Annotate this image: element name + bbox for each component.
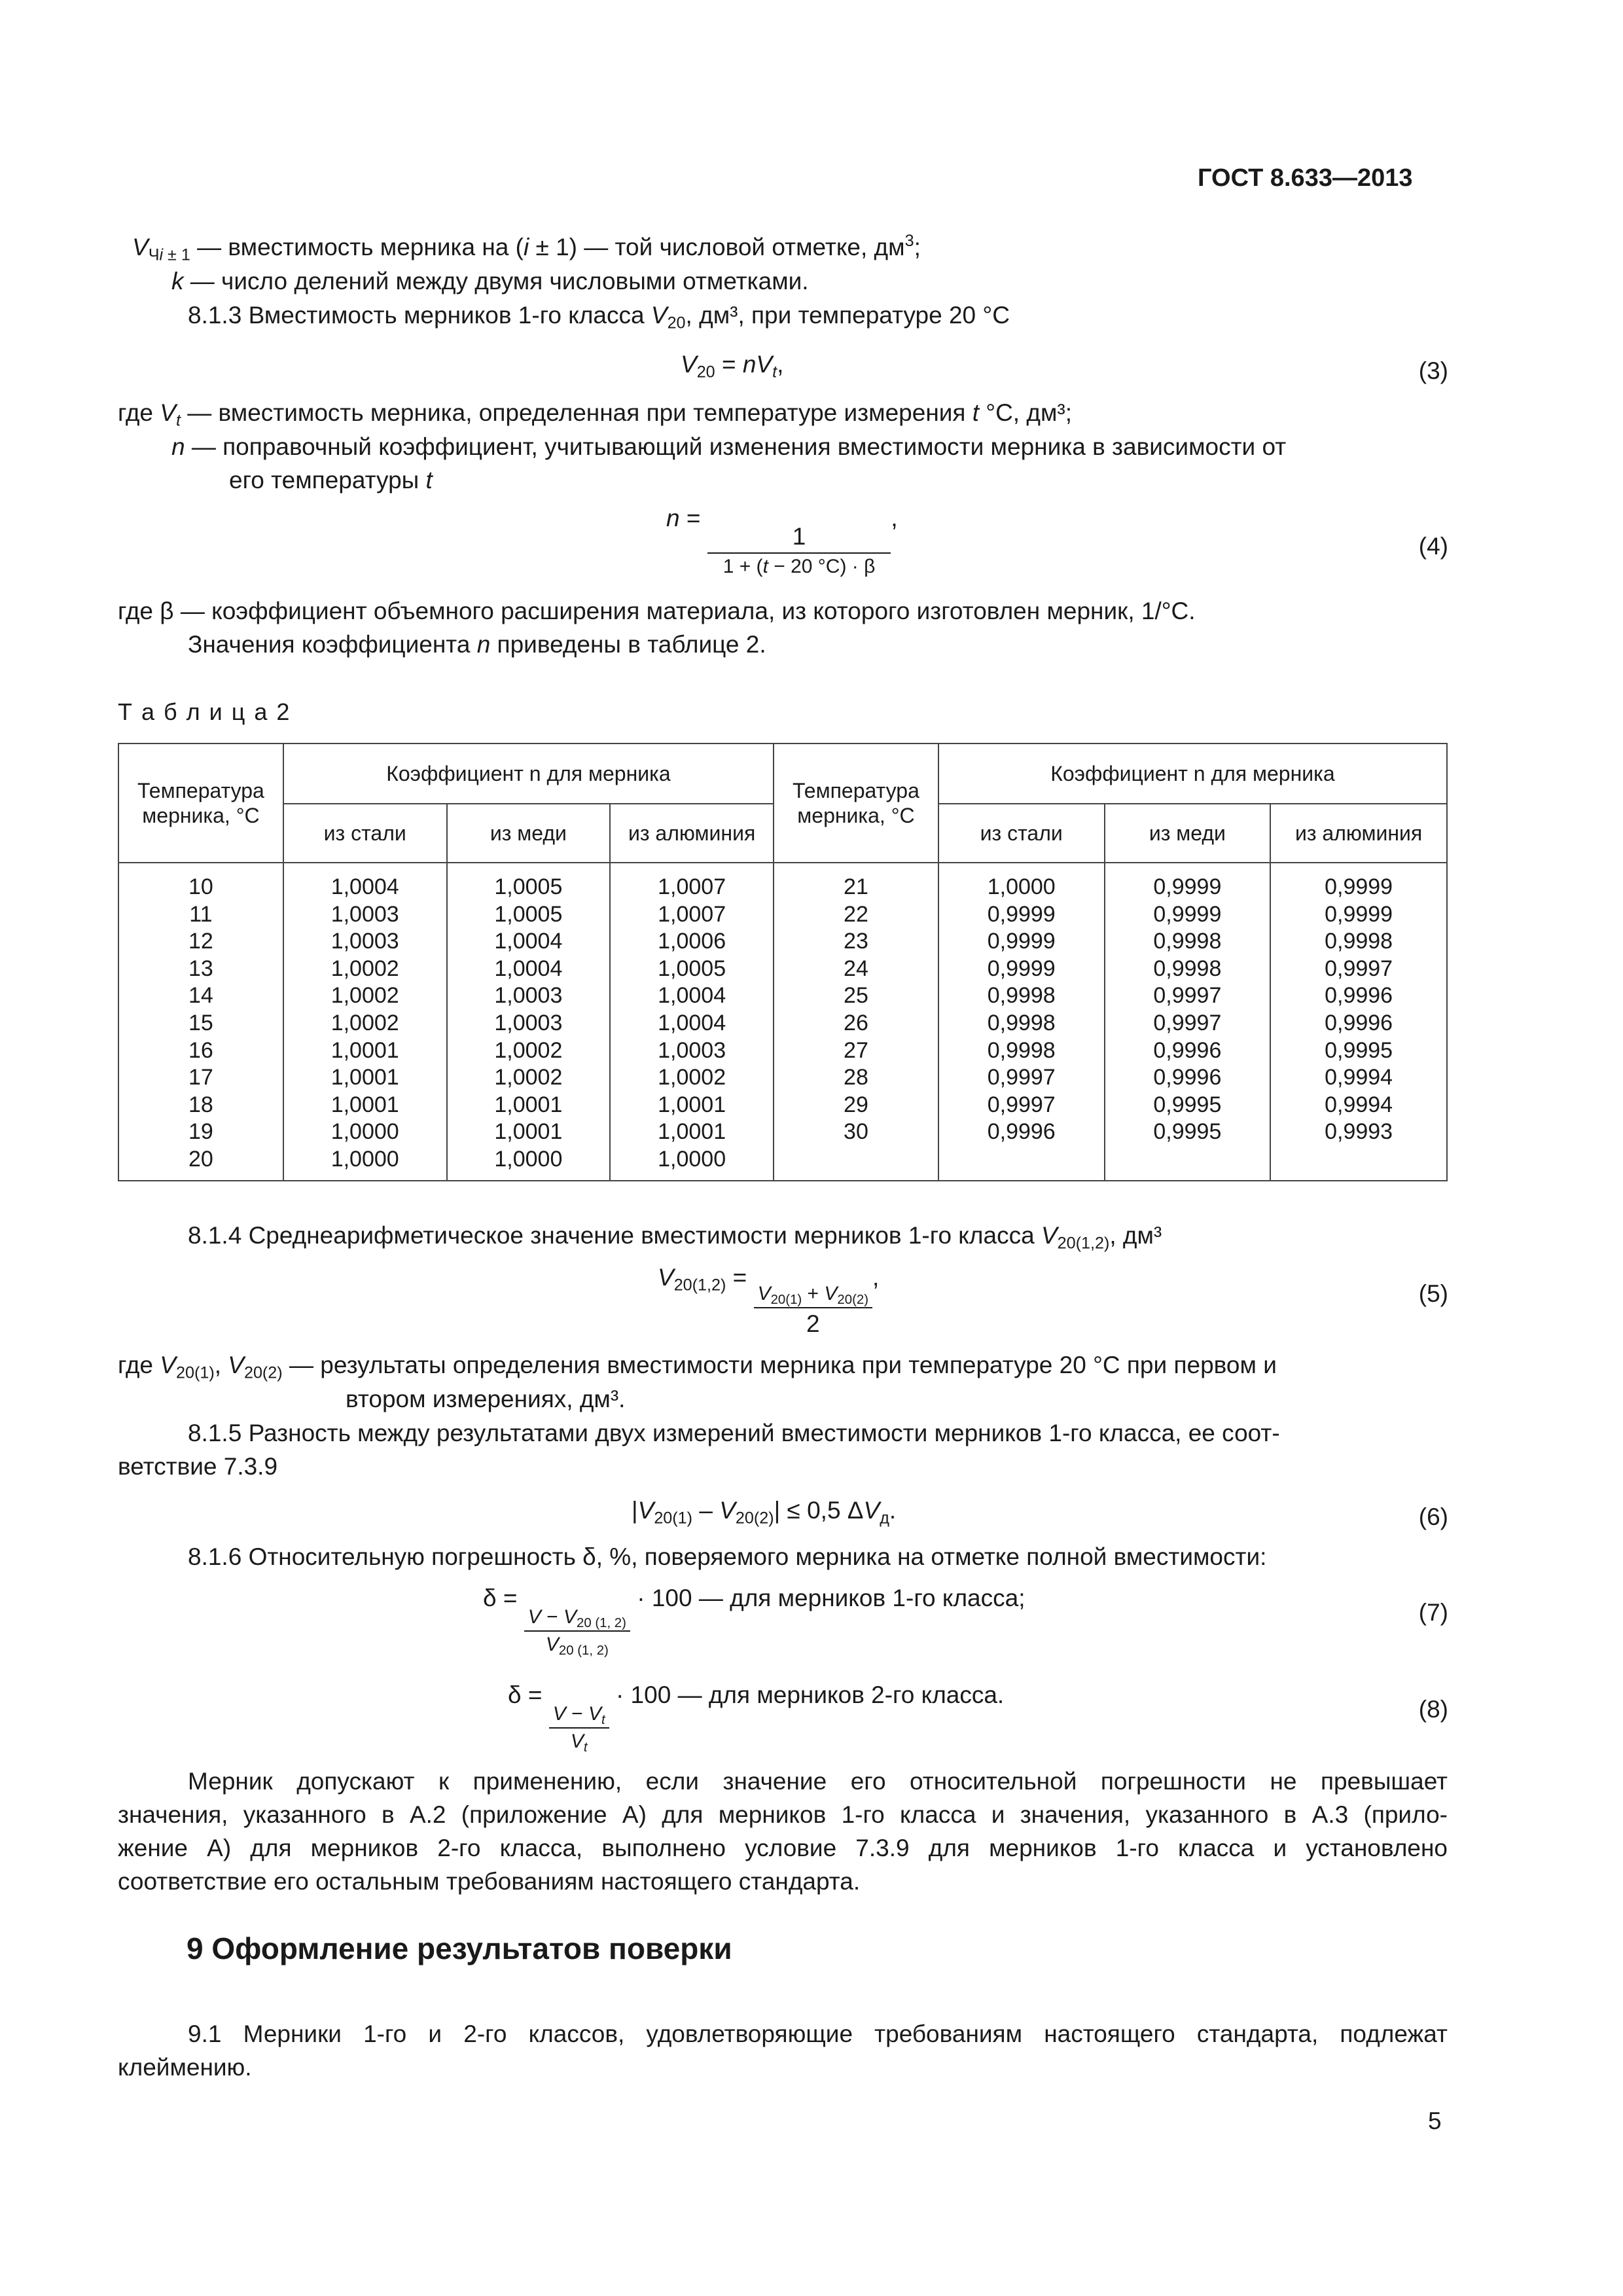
- def-v-text: — вместимость мерника на (: [197, 234, 524, 260]
- equation-6-number: (6): [1418, 1503, 1448, 1530]
- table-cell: 28: [844, 1065, 868, 1090]
- def-v-tail: ± 1) — той числовой отметке, дм: [529, 234, 905, 260]
- table-cell: 0,9999: [1325, 901, 1393, 927]
- sec-814-tail: , дм³: [1109, 1222, 1162, 1249]
- table-cell: 0,9997: [1325, 956, 1393, 981]
- table-cell: 17: [188, 1065, 213, 1090]
- col-al-left: [610, 863, 774, 1181]
- eq7-tail: · 100 — для мерников 1-го класса;: [630, 1585, 1026, 1611]
- table-cell: 1,0002: [658, 1065, 726, 1090]
- table-cell: 1,0000: [987, 874, 1056, 899]
- table-cell: 1,0000: [494, 1146, 563, 1172]
- header-coef-left-text: Коэффициент n для мерника: [386, 761, 671, 785]
- sec-814-text: 8.1.4 Среднеарифметическое значение вместимости мерников 1-го класса: [188, 1222, 1041, 1249]
- k-symbol: k: [171, 268, 184, 295]
- table-cell: 1,0004: [494, 929, 563, 954]
- table-cell: 11: [189, 901, 213, 927]
- table-cell: 0,9995: [1153, 1092, 1222, 1117]
- def-vt-text: — вместимость мерника, определенная при температуре измерения: [180, 399, 972, 426]
- table-cell: 0,9998: [987, 1010, 1056, 1035]
- table-cell: 0,9998: [987, 1037, 1056, 1063]
- table-cell: 1,0001: [330, 1065, 399, 1090]
- header-copper-right: из меди: [1105, 804, 1271, 863]
- sec-813-text: 8.1.3 Вместимость мерников 1-го класса: [188, 302, 651, 329]
- table-cell: 0,9999: [1153, 901, 1222, 927]
- table-cell: 0,9996: [1325, 983, 1393, 1009]
- table-cell: 14: [188, 983, 213, 1009]
- table-cell: 1,0006: [658, 929, 726, 954]
- equation-7-number: (7): [1418, 1599, 1448, 1626]
- p91-line-2: клеймению.: [118, 2054, 252, 2081]
- table-cell: 26: [844, 1010, 868, 1035]
- table-cell: 0,9996: [1153, 1037, 1222, 1063]
- col-copper-right: [1105, 863, 1271, 1181]
- table-cell: 1,0004: [330, 874, 399, 899]
- table-cell: 1,0002: [494, 1065, 563, 1090]
- equation-5-number: (5): [1418, 1280, 1448, 1307]
- table-cell: 0,9999: [987, 901, 1056, 927]
- header-coef-left: [283, 744, 774, 804]
- p91-line-1: 9.1 Мерники 1-го и 2-го классов, удовлетворяющие требованиям настоящего стандарта, подлежат: [188, 2020, 1448, 2047]
- document-id: ГОСТ 8.633—2013: [1198, 164, 1413, 192]
- table-cell: 1,0003: [494, 983, 563, 1009]
- table-cell: 1,0005: [494, 901, 563, 927]
- table-cell: 22: [844, 901, 868, 927]
- table-cell: 0,9994: [1325, 1065, 1393, 1090]
- sec-814-line: 8.1.4 Среднеарифметическое значение вместимости мерников 1-го класса $V_{20(1,2)}$, дм³: [188, 1222, 1162, 1253]
- table-cell: 1,0001: [330, 1037, 399, 1063]
- def-n-line: n — поправочный коэффициент, учитывающий изменения вместимости мерника в зависимости от: [171, 433, 1287, 460]
- def-v20-text: — результаты определения вместимости мерника при температуре 20 °С при первом и: [282, 1352, 1277, 1378]
- table-cell: 16: [188, 1037, 213, 1063]
- table-cell: 1,0003: [330, 901, 399, 927]
- table-cell: 24: [844, 956, 868, 981]
- n-values-text: Значения коэффициента: [188, 631, 477, 658]
- table-cell: 0,9997: [987, 1065, 1056, 1090]
- col-copper-left: [447, 863, 611, 1181]
- header-temp-right-text: Температура мерника, °С: [793, 778, 919, 827]
- def-v20-line: где $V_{20(1)}$, $V_{20(2)}$ — результаты определения вместимости мерника при температуре 20 °С при первом и: [118, 1352, 1277, 1382]
- table-cell: 1,0004: [494, 956, 563, 981]
- page-number: 5: [1428, 2108, 1442, 2134]
- def-n-text: — поправочный коэффициент, учитывающий изменения вместимости мерника в зависимости от: [185, 433, 1287, 460]
- table-cell: 1,0001: [330, 1092, 399, 1117]
- table-cell: 0,9998: [987, 983, 1056, 1009]
- table-cell: 1,0000: [330, 1119, 399, 1145]
- table-cell: 1,0000: [658, 1146, 726, 1172]
- table-cell: 0,9994: [1325, 1092, 1393, 1117]
- table-cell: 20: [188, 1146, 213, 1172]
- table-cell: 0,9997: [987, 1092, 1056, 1117]
- col-temp-left: [118, 863, 283, 1181]
- table-cell: 18: [188, 1092, 213, 1117]
- sec-816-line: 8.1.6 Относительную погрешность δ, %, поверяемого мерника на отметке полной вместимости:: [188, 1543, 1267, 1570]
- table-cell: 1,0001: [658, 1092, 726, 1117]
- n-values-tail: приведены в таблице 2.: [490, 631, 766, 658]
- def-v-i: i: [523, 234, 529, 260]
- def-k-line: [171, 267, 809, 296]
- table-cell: 0,9995: [1325, 1037, 1393, 1063]
- table-cell: 1,0005: [494, 874, 563, 899]
- table-cell: 1,0001: [494, 1092, 563, 1117]
- table-cell: 1,0004: [658, 983, 726, 1009]
- table-cell: 0,9998: [1153, 929, 1222, 954]
- header-steel-right: из стали: [938, 804, 1105, 863]
- table-caption: Т а б л и ц а 2: [118, 698, 291, 725]
- header-copper-left: из меди: [447, 804, 611, 863]
- sec-813-tail: , дм³, при температуре 20 °С: [685, 302, 1010, 329]
- header-al-left: из алюминия: [610, 804, 774, 863]
- table-cell: 15: [188, 1010, 213, 1035]
- table-cell: 1,0002: [494, 1037, 563, 1063]
- table-cell: 1,0005: [658, 956, 726, 981]
- table-cell: 0,9999: [987, 956, 1056, 981]
- table-cell: 1,0002: [330, 956, 399, 981]
- table-cell: 0,9998: [1325, 929, 1393, 954]
- header-temp-left-text: Температура мерника, °С: [137, 778, 264, 827]
- table-cell: 1,0001: [494, 1119, 563, 1145]
- equation-3: $V_{20} = nV_t$,: [681, 351, 784, 382]
- equation-3-number: (3): [1418, 357, 1448, 384]
- table-cell: 25: [844, 983, 868, 1009]
- equation-7: δ = $\frac{V - V_{20 (1, 2)}}{V_{20 (1, 2)}}$ · 100 — для мерников 1-го класса;: [483, 1585, 1026, 1659]
- def-n-line-2: его температуры t: [229, 467, 433, 493]
- table-cell: 21: [844, 874, 868, 899]
- sec-813-line: 8.1.3 Вместимость мерников 1-го класса $V_{20}$, дм³, при температуре 20 °С: [188, 302, 1010, 332]
- def-vt-tail: °С, дм³;: [979, 399, 1072, 426]
- col-steel-right: [938, 863, 1105, 1181]
- equation-4: n = $\frac{1}{1 + (t - 20 ^\circ C) \cdot \beta}$ ,: [666, 505, 898, 578]
- table-cell: 27: [844, 1037, 868, 1063]
- header-steel-left: из стали: [283, 804, 447, 863]
- def-k-text: — число делений между двумя числовыми отметками.: [190, 268, 809, 295]
- equation-8-number: (8): [1418, 1696, 1448, 1723]
- eq8-tail: · 100 — для мерников 2-го класса.: [609, 1681, 1005, 1708]
- table-cell: 1,0001: [658, 1119, 726, 1145]
- table-cell: 1,0003: [658, 1037, 726, 1063]
- table-cell: 29: [844, 1092, 868, 1117]
- table-cell: 0,9995: [1153, 1119, 1222, 1145]
- equation-8: δ = $\frac{V - V_t}{V_t}$ · 100 — для мерников 2-го класса.: [508, 1681, 1005, 1755]
- equation-6: $|V_{20(1)} - V_{20(2)}| \le 0,5$ $\Delta V_д$.: [632, 1497, 897, 1528]
- table-cell: 13: [188, 956, 213, 981]
- admission-line-2: значения, указанного в А.2 (приложение А) для мерников 1-го класса и значения, указанного в А.3 (прило-: [118, 1801, 1448, 1828]
- table-cell: 1,0007: [658, 874, 726, 899]
- def-beta-line: где β — коэффициент объемного расширения материала, из которого изготовлен мерник, 1/°С.: [118, 598, 1196, 624]
- table-cell: 0,9999: [1153, 874, 1222, 899]
- admission-line-4: соответствие его остальным требованиям настоящего стандарта.: [118, 1868, 861, 1895]
- table-cell: 10: [188, 874, 213, 899]
- table-cell: 1,0002: [330, 983, 399, 1009]
- table-cell: 0,9996: [1153, 1065, 1222, 1090]
- where-label: где: [118, 399, 160, 426]
- table-cell: 23: [844, 929, 868, 954]
- table-cell: 1,0003: [494, 1010, 563, 1035]
- header-al-right: из алюминия: [1270, 804, 1447, 863]
- table-cell: 0,9998: [1153, 956, 1222, 981]
- table-cell: 0,9997: [1153, 1010, 1222, 1035]
- table-cell: 12: [188, 929, 213, 954]
- sec-815-line-2: ветствие 7.3.9: [118, 1453, 278, 1480]
- col-steel-left: [283, 863, 447, 1181]
- n-values-line: Значения коэффициента n приведены в таблице 2.: [188, 631, 766, 658]
- table-cell: 1,0003: [330, 929, 399, 954]
- col-al-right: [1270, 863, 1447, 1181]
- equation-4-number: (4): [1418, 533, 1448, 560]
- header-coef-right: [938, 744, 1447, 804]
- table-cell: 1,0000: [330, 1146, 399, 1172]
- table-cell: 0,9996: [987, 1119, 1056, 1145]
- table-cell: 30: [844, 1119, 868, 1145]
- table-cell: 0,9996: [1325, 1010, 1393, 1035]
- col-temp-right: [774, 863, 938, 1181]
- def-v20-line-2: втором измерениях, дм³.: [346, 1386, 626, 1412]
- table-2: [118, 743, 1448, 1181]
- def-v-line: $V_{Чi \pm 1}$ — вместимость мерника на (i ± 1) — той числовой отметке, $дм^3$;: [132, 232, 921, 264]
- section-9-title: 9 Оформление результатов поверки: [187, 1931, 732, 1965]
- header-temp-right: [774, 744, 938, 863]
- def-n-text-2: его температуры: [229, 467, 426, 493]
- table-cell: 1,0002: [330, 1010, 399, 1035]
- def-vt-line: где $V_t$ — вместимость мерника, определенная при температуре измерения t °С, дм³;: [118, 399, 1072, 430]
- admission-line-3: жение А) для мерников 2-го класса, выполнено условие 7.3.9 для мерников 1-го класса и установлено: [118, 1835, 1448, 1861]
- table-cell: 0,9993: [1325, 1119, 1393, 1145]
- header-coef-right-text: Коэффициент n для мерника: [1050, 761, 1335, 785]
- table-cell: 0,9999: [987, 929, 1056, 954]
- table-cell: 0,9997: [1153, 983, 1222, 1009]
- table-cell: 19: [188, 1119, 213, 1145]
- equation-5: $V_{20(1,2)}$ = $\frac{V_{20(1)} + V_{20(2)}}{2}$ ,: [658, 1264, 880, 1337]
- table-cell: 0,9999: [1325, 874, 1393, 899]
- table-cell: 1,0007: [658, 901, 726, 927]
- header-temp-left: [118, 744, 283, 863]
- admission-line-1: Мерник допускают к применению, если значение его относительной погрешности не превышает: [188, 1768, 1448, 1795]
- sec-815-line-1: 8.1.5 Разность между результатами двух измерений вместимости мерников 1-го класса, ее соот-: [188, 1420, 1280, 1446]
- table-cell: 1,0004: [658, 1010, 726, 1035]
